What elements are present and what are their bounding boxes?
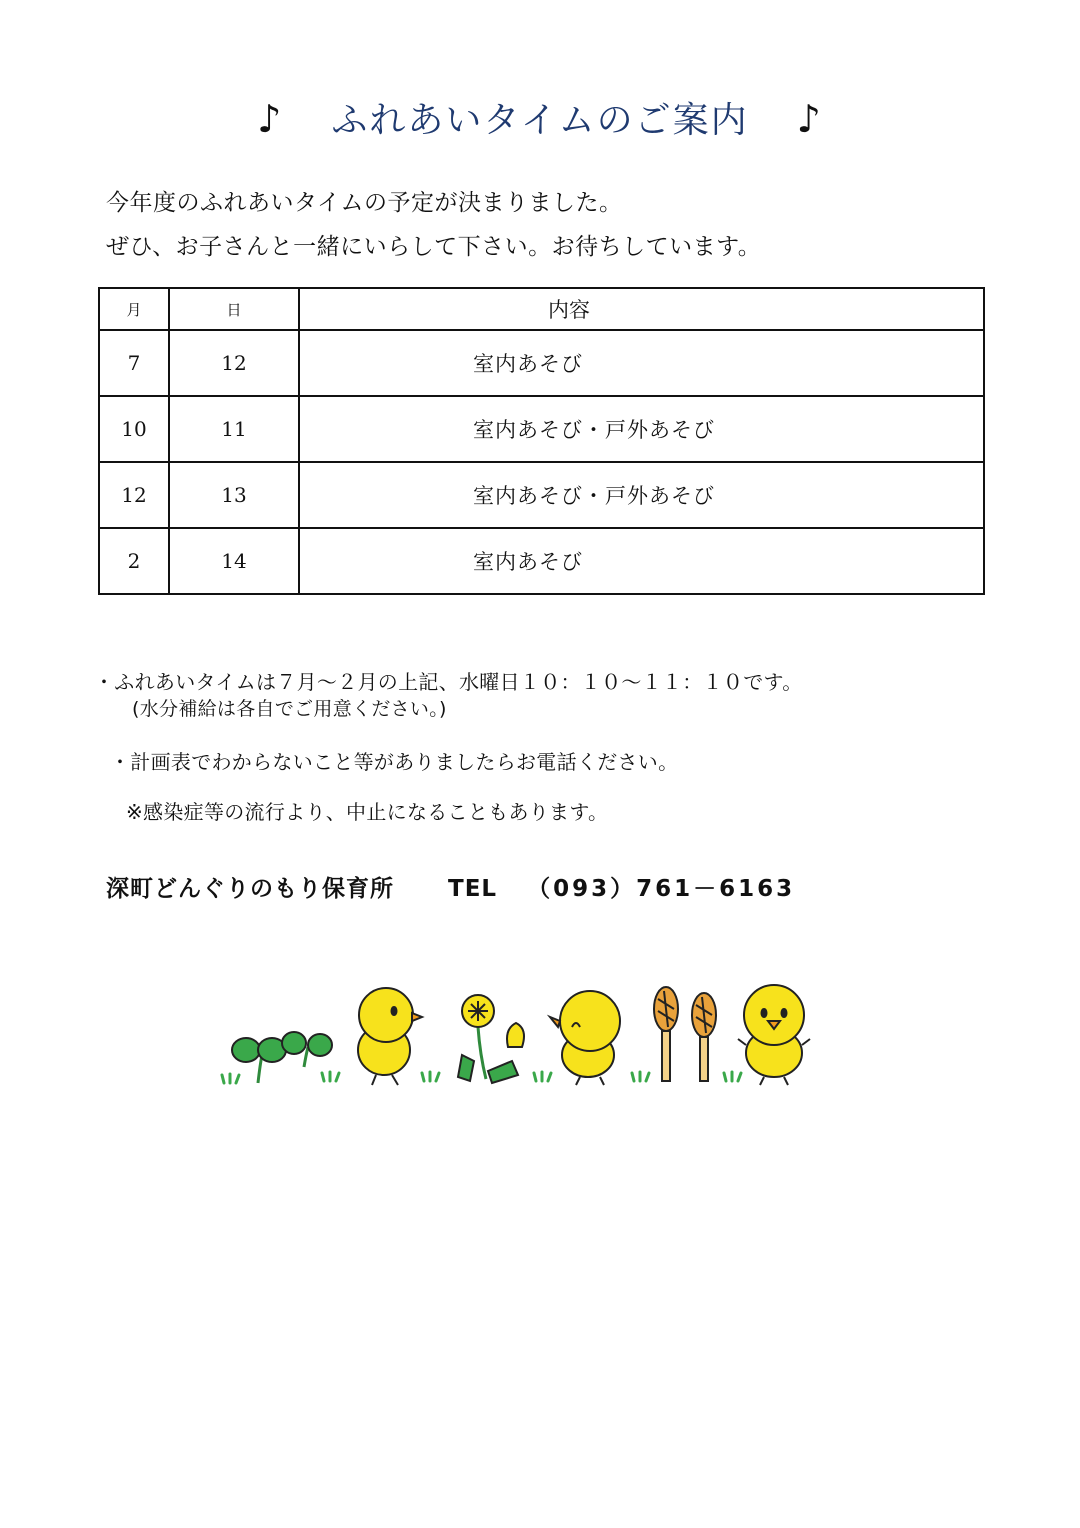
cell-content: 室内あそび <box>299 528 984 594</box>
table-row <box>99 396 984 462</box>
org-name: 深町どんぐりのもり保育所 <box>106 876 394 902</box>
intro-line-2: ぜひ、お子さんと一緒にいらして下さい。お待ちしています。 <box>106 234 762 260</box>
cell-content: 室内あそび・戸外あそび <box>299 396 984 462</box>
table-row <box>99 462 984 528</box>
cell-month: 12 <box>99 462 169 528</box>
cell-month: 2 <box>99 528 169 594</box>
music-note-icon: ♪ <box>796 97 823 141</box>
chick-icon <box>550 991 620 1085</box>
chick-icon <box>738 985 810 1085</box>
cell-content: 室内あそび <box>299 330 984 396</box>
cell-day: 12 <box>169 330 299 396</box>
dango-icon <box>654 987 716 1081</box>
flower-icon <box>458 995 524 1083</box>
info-cancel-note: ※感染症等の流行より、中止になることもあります。 <box>126 800 609 824</box>
cell-day: 13 <box>169 462 299 528</box>
header-month: 月 <box>99 288 169 330</box>
info-contact-note: ・計画表でわからないこと等がありましたらお電話ください。 <box>110 750 679 774</box>
intro-line-1: 今年度のふれあいタイムの予定が決まりました。 <box>106 190 623 216</box>
tel-number: （093）761－6163 <box>527 876 796 902</box>
cell-day: 14 <box>169 528 299 594</box>
cell-month: 10 <box>99 396 169 462</box>
header-day: 日 <box>169 288 299 330</box>
tel-label: TEL <box>448 876 498 902</box>
cell-day: 11 <box>169 396 299 462</box>
table-header-row <box>99 288 984 330</box>
cell-month: 7 <box>99 330 169 396</box>
chick-icon <box>358 988 422 1085</box>
sprout-icon <box>232 1032 332 1083</box>
table-row <box>99 330 984 396</box>
info-water-note: (水分補給は各自でご用意ください。) <box>132 698 447 720</box>
decorative-illustration <box>216 975 816 1095</box>
footer-contact <box>106 870 795 903</box>
page-title <box>0 92 1080 143</box>
table-row <box>99 528 984 594</box>
title-text: ふれあいタイムのご案内 <box>331 100 749 141</box>
schedule-table <box>98 287 985 595</box>
info-schedule-time: ・ふれあいタイムは７月～２月の上記、水曜日１０：１０～１１：１０です。 <box>94 670 803 694</box>
cell-content: 室内あそび・戸外あそび <box>299 462 984 528</box>
header-content: 内容 <box>299 288 984 330</box>
music-note-icon: ♪ <box>257 97 284 141</box>
